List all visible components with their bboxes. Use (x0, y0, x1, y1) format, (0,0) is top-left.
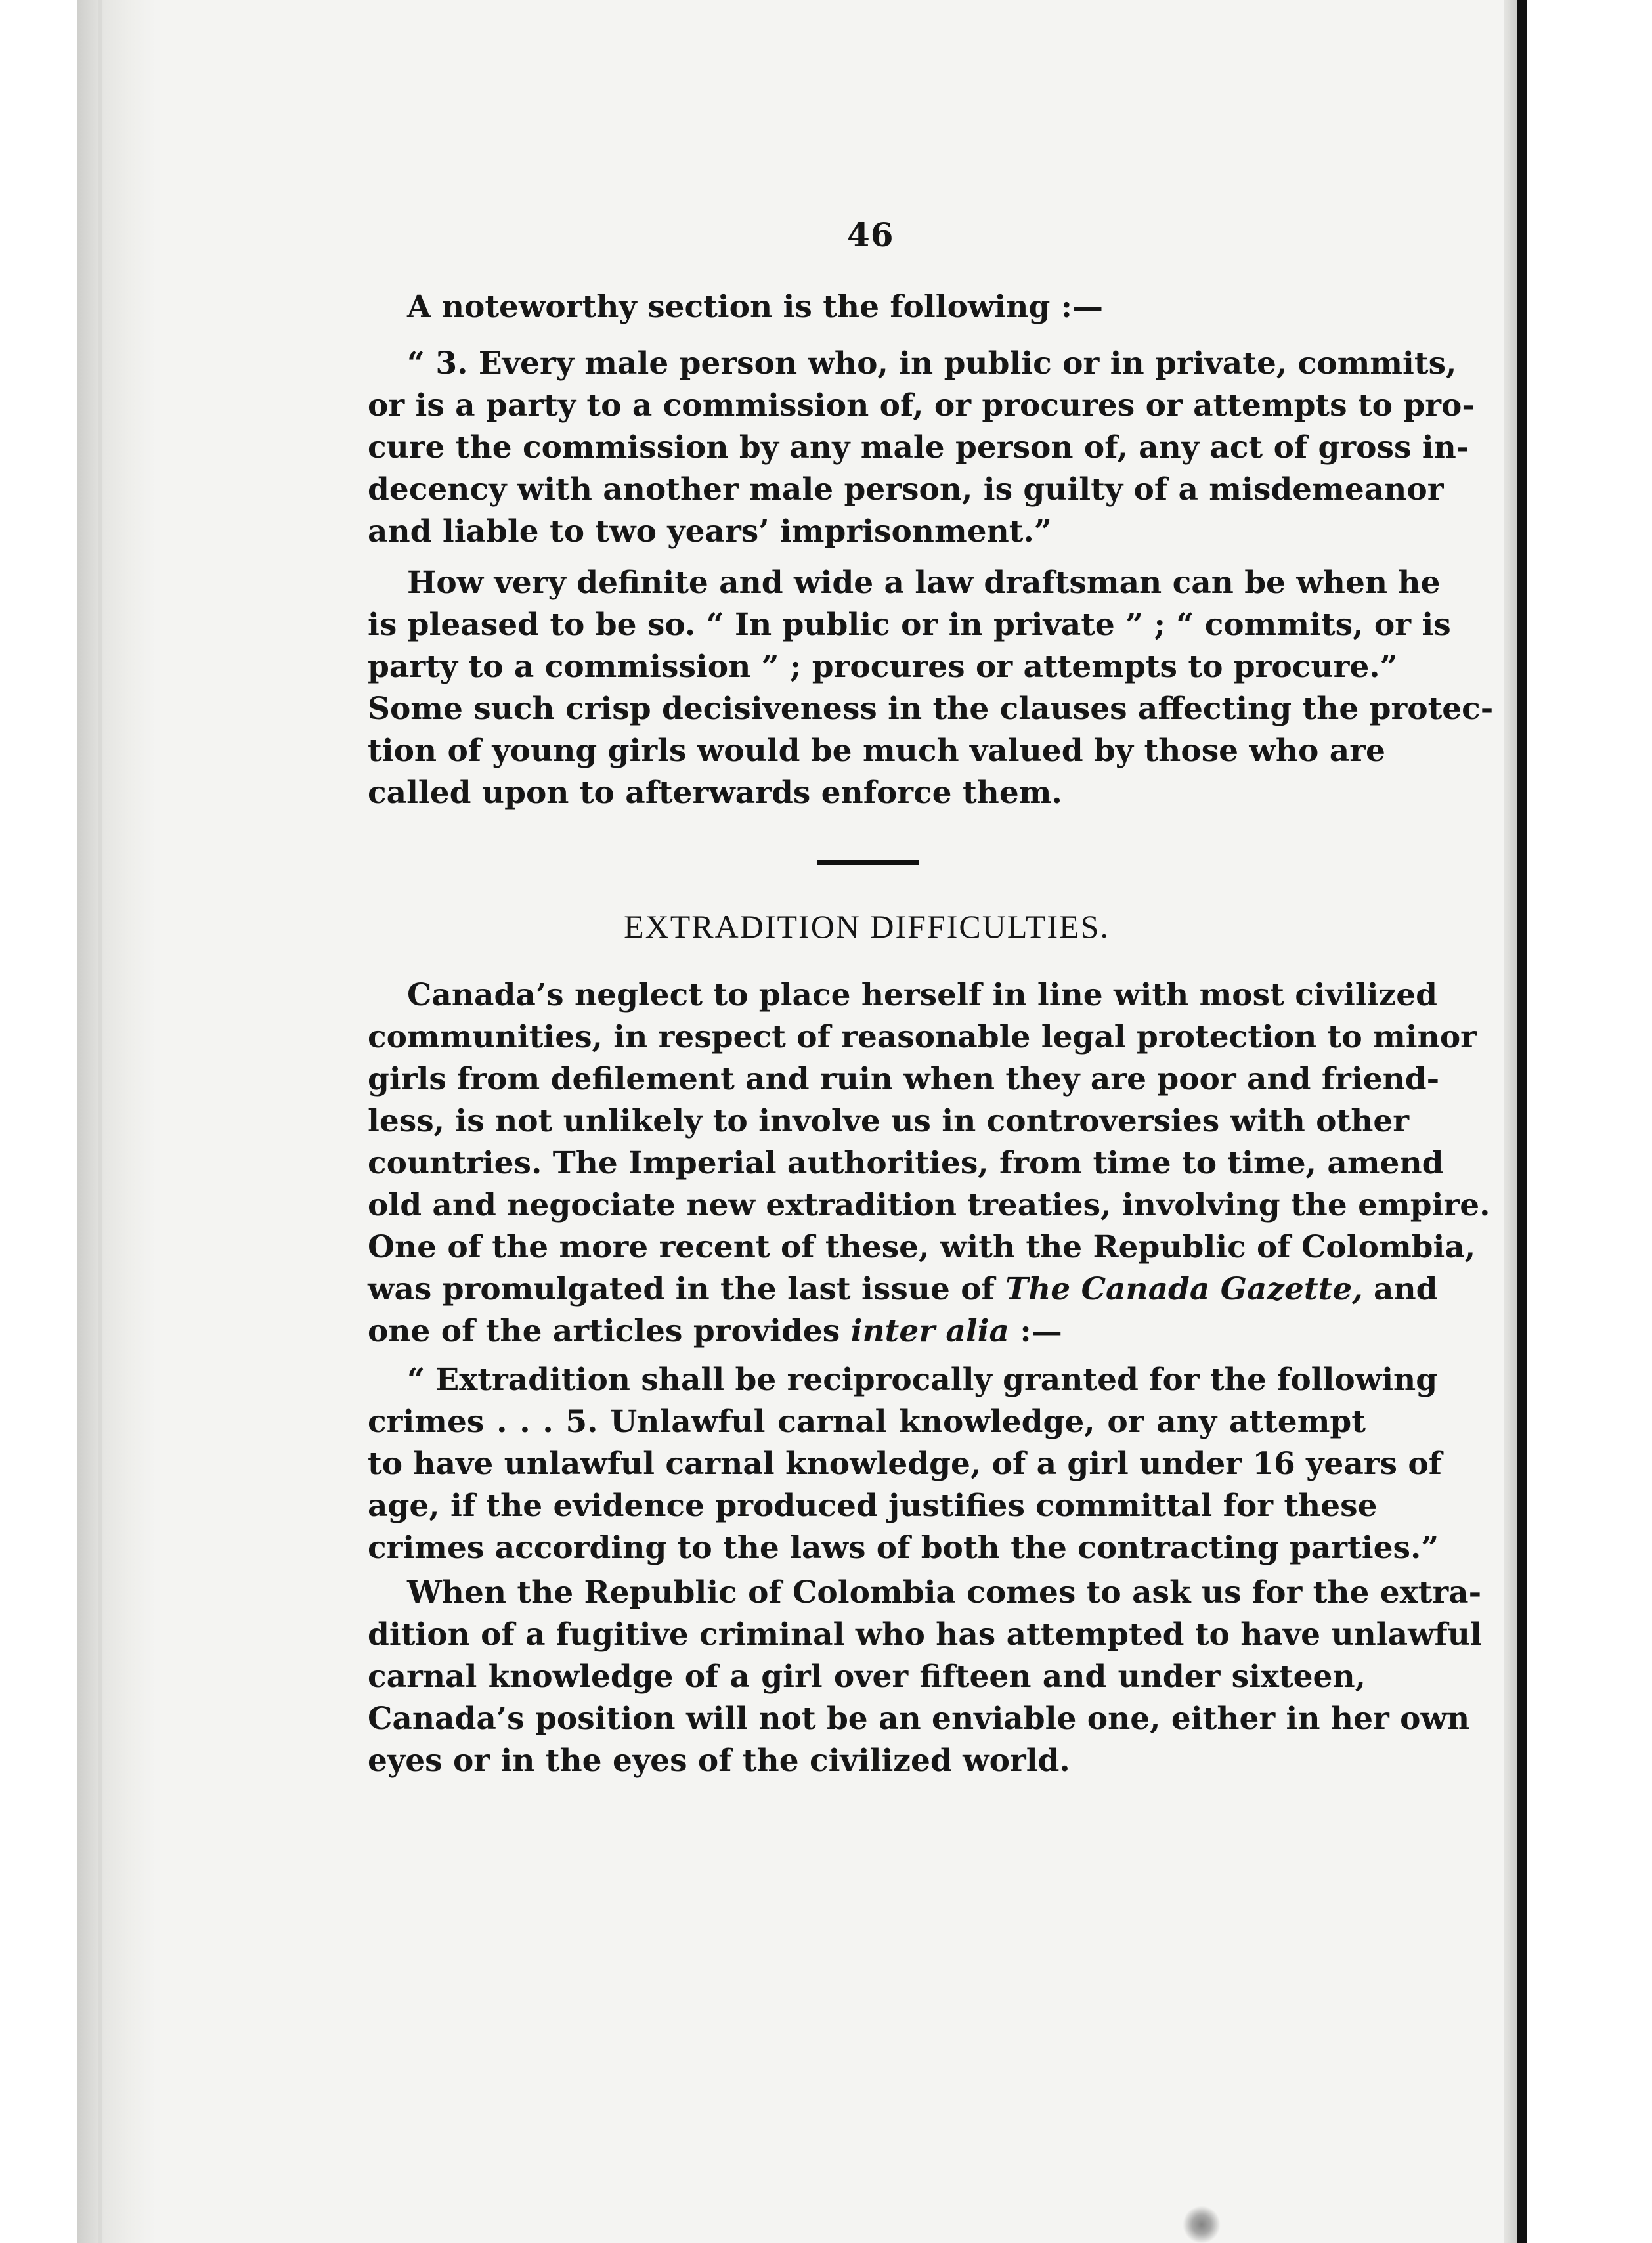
quoted-section (368, 343, 1475, 553)
text-line: crimes . . . 5. Unlawful carnal knowledge, or any attempt (368, 1404, 1366, 1440)
text-line: decency with another male person, is guilty of a misdemeanor (368, 471, 1444, 508)
treaty-quote (368, 1359, 1442, 1569)
text-line: countries. The Imperial authorities, from time to time, amend (368, 1145, 1444, 1181)
text-line: When the Republic of Colombia comes to ask us for the extra- (407, 1575, 1482, 1611)
text-line: less, is not unlikely to involve us in controversies with other (368, 1103, 1410, 1139)
text-line: crimes according to the laws of both the contracting parties.” (368, 1530, 1439, 1566)
text-line: eyes or in the eyes of the civilized world. (368, 1743, 1070, 1779)
right-edge-shadow (1504, 0, 1517, 2243)
scan-smudge (1182, 2206, 1221, 2243)
publication-title: The Canada Gazette, (1005, 1271, 1363, 1307)
section-divider-rule (817, 860, 919, 865)
text-line: called upon to afterwards enforce them. (368, 775, 1062, 811)
text-line: “ 3. Every male person who, in public or in private, commits, (407, 345, 1457, 381)
text-line-mixed (368, 1269, 1438, 1311)
right-page-border (1517, 0, 1527, 2243)
text-line: Canada’s neglect to place herself in line with most civilized (407, 977, 1437, 1013)
text-segment: :— (1020, 1313, 1062, 1349)
text-line: old and negociate new extradition treaties, involving the empire. (368, 1187, 1490, 1223)
page-gutter-shadow (77, 0, 156, 2243)
text-segment: one of the articles provides (368, 1313, 840, 1349)
section-intro (368, 286, 1366, 328)
text-line: communities, in respect of reasonable legal protection to minor (368, 1019, 1477, 1055)
text-line: How very definite and wide a law draftsman can be when he (407, 565, 1441, 601)
text-line: cure the commission by any male person of, any act of gross in- (368, 429, 1469, 466)
text-line: age, if the evidence produced justifies committal for these (368, 1488, 1378, 1524)
text-line: and liable to two years’ imprisonment.” (368, 513, 1052, 550)
closing-paragraph (368, 1572, 1482, 1782)
text-line: girls from defilement and ruin when they are poor and friend- (368, 1061, 1440, 1097)
text-line: to have unlawful carnal knowledge, of a girl under 16 years of (368, 1446, 1442, 1482)
text-line-mixed (368, 1311, 1366, 1353)
text-line: “ Extradition shall be reciprocally granted for the following (407, 1362, 1438, 1398)
text-line: tion of young girls would be much valued by those who are (368, 733, 1385, 769)
section-heading: EXTRADITION DIFFICULTIES. (624, 908, 1110, 945)
text-segment: was promulgated in the last issue of (368, 1271, 995, 1307)
text-line: One of the more recent of these, with the Republic of Colombia, (368, 1229, 1476, 1265)
text-line: carnal knowledge of a girl over fifteen and under sixteen, (368, 1659, 1366, 1695)
gutter-stripe (98, 0, 102, 2243)
text-line: or is a party to a commission of, or procures or attempts to pro- (368, 387, 1475, 424)
text-line: Canada’s position will not be an enviable one, either in her own (368, 1701, 1470, 1737)
text-line: A noteworthy section is the following :— (407, 289, 1104, 325)
text-line: is pleased to be so. “ In public or in private ” ; “ commits, or is (368, 607, 1451, 643)
commentary-paragraph (368, 562, 1494, 814)
page-number: 46 (847, 215, 894, 254)
text-segment: and (1373, 1271, 1438, 1307)
latin-phrase: inter alia (850, 1313, 1009, 1349)
text-line: party to a commission ” ; procures or attempts to procure.” (368, 649, 1398, 685)
text-line: dition of a fugitive criminal who has attempted to have unlawful (368, 1617, 1482, 1653)
text-line: Some such crisp decisiveness in the clauses affecting the protec- (368, 691, 1494, 727)
extradition-paragraph (368, 974, 1490, 1353)
